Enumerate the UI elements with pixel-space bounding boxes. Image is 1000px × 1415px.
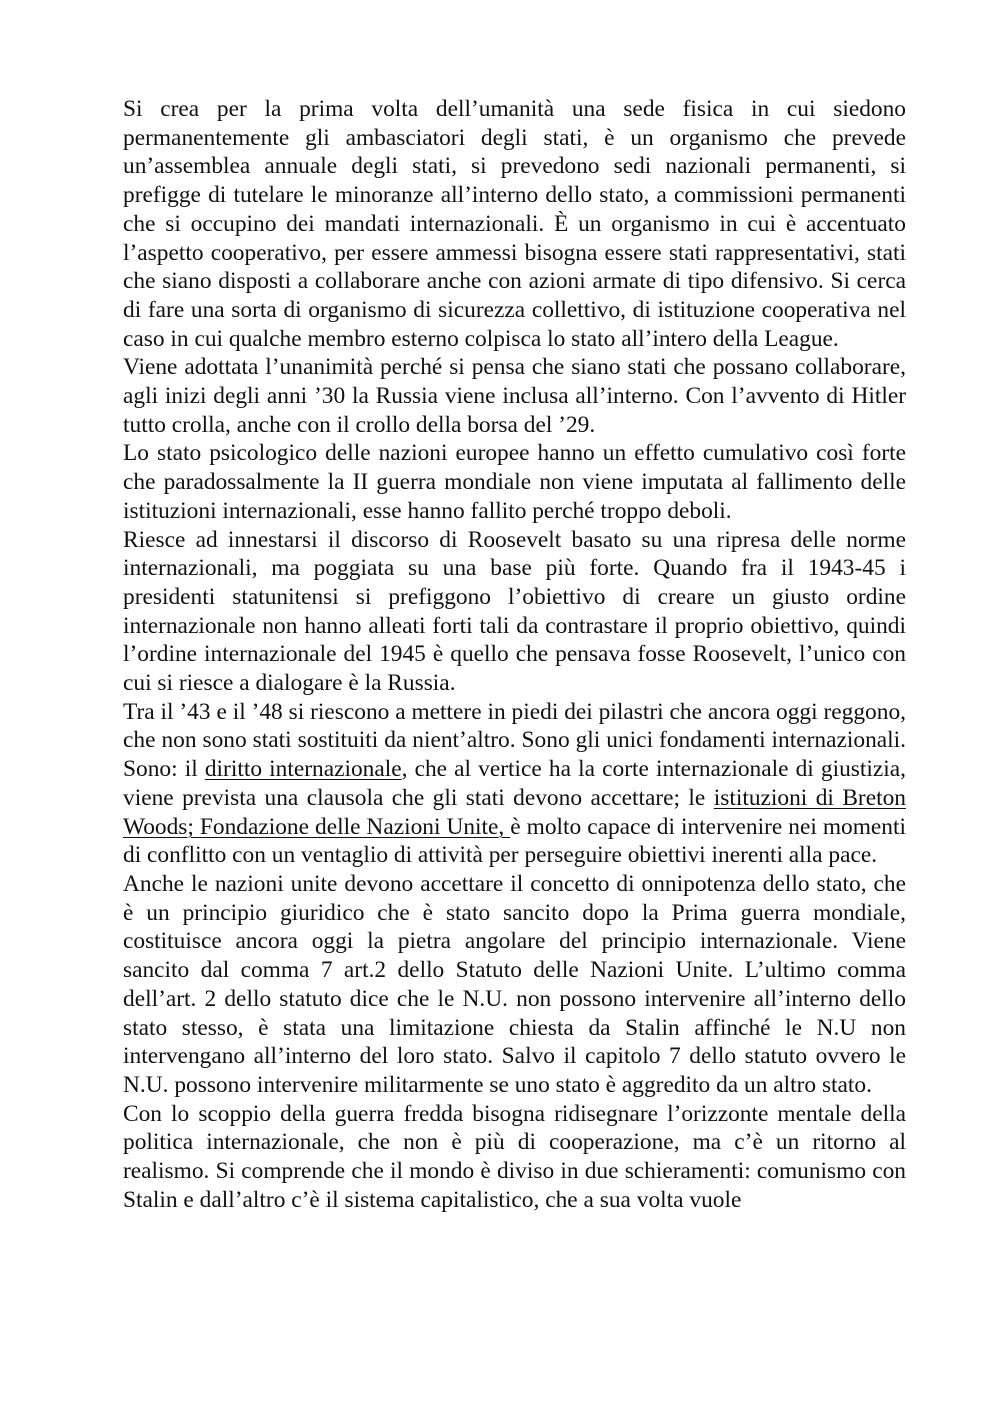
paragraph-cold-war: Con lo scoppio della guerra fredda bisogna ridisegnare l’orizzonte mentale della politica internazionale, che non è più di cooperazione, ma c’è un ritorno al realismo. Si comprende che il mondo è diviso in due schieramenti: comunismo con Stalin e dall’altro c’è il sistema capitalistico, che a sua volta vuole — [123, 1100, 906, 1213]
paragraph-league-of-nations: Si crea per la prima volta dell’umanità una sede fisica in cui siedono permanentemente gli ambasciatori degli stati, è un organismo che prevede un’assemblea annuale degli stati, si prevedono sedi nazionali permanenti, si prefigge di tutelare le minoranze all’interno dello stato, a commissioni permanenti che si occupino dei mandati internazionali. È un organismo in cui è accentuato l’aspetto cooperativo, per essere ammessi bisogna essere stati rappresentativi, stati che siano disposti a collaborare anche con azioni armate di tipo difensivo. Si cerca di fare una sorta di organismo di sicurezza collettivo, di istituzione cooperativa nel caso in cui qualche membro esterno colpisca lo stato all’intero della League. — [123, 96, 906, 352]
paragraph-unanimity: Viene adottata l’unanimità perché si pensa che siano stati che possano collaborare, agli inizi degli anni ’30 la Russia viene inclusa all’interno. Con l’avvento di Hitler tutto crolla, anche con il crollo della borsa del ’29. — [123, 354, 906, 438]
paragraph-roosevelt: Riesce ad innestarsi il discorso di Roosevelt basato su una ripresa delle norme internazionali, ma poggiata su una base più forte. Quando fra il 1943-45 i presidenti statunitensi si prefiggono l’obiettivo di creare un giusto ordine internazionale non hanno alleati forti tali da contrastare il proprio obiettivo, quindi l’ordine internazionale del 1945 è quello che pensava fosse Roosevelt, l’unico con cui si riesce a dialogare è la Russia. — [123, 526, 906, 697]
paragraph-united-nations: Anche le nazioni unite devono accettare il concetto di onnipotenza dello stato, che è un principio giuridico che è stato sancito dopo la Prima guerra mondiale, costituisce ancora oggi la pietra angolare del principio internazionale. Viene sancito dal comma 7 art.2 dello Statuto delle Nazioni Unite. L’ultimo comma dell’art. 2 dello statuto dice che le N.U. non possono intervenire all’interno dello stato stesso, è stata una limitazione chiesta da Stalin affinché le N.U non intervengano all’interno del loro stato. Salvo il capitolo 7 dello statuto ovvero le N.U. possono intervenire militarmente se uno stato è aggredito da un altro stato. — [123, 870, 906, 1098]
paragraph-pillars — [123, 698, 906, 870]
pillars-text-1: Tra il ’43 e il ’48 si riescono a mettere in piedi dei pilastri che ancora oggi reggono, che non sono stati sostituiti da nient’altro. Sono gli unici fondamenti internazionali. Sono: il — [123, 698, 906, 783]
link-breton-woods: istituzioni di Breton Woods; Fondazione delle Nazioni Unite, — [123, 784, 906, 840]
pillars-text-2: , che al vertice ha la corte internazionale di giustizia, viene prevista una clausola che gli stati devono accettare; le — [123, 756, 907, 811]
pillars-text-3: è molto capace di intervenire nei momenti di conflitto con un ventaglio di attività per perseguire obiettivi inerenti alla pace. — [123, 813, 907, 869]
paragraph-psychological-state: Lo stato psicologico delle nazioni europee hanno un effetto cumulativo così forte che paradossalmente la II guerra mondiale non viene imputata al fallimento delle istituzioni internazionali, esse hanno fallito perché troppo deboli. — [123, 440, 906, 524]
document-page — [123, 95, 906, 1214]
link-diritto-internazionale: diritto internazionale — [204, 756, 402, 783]
